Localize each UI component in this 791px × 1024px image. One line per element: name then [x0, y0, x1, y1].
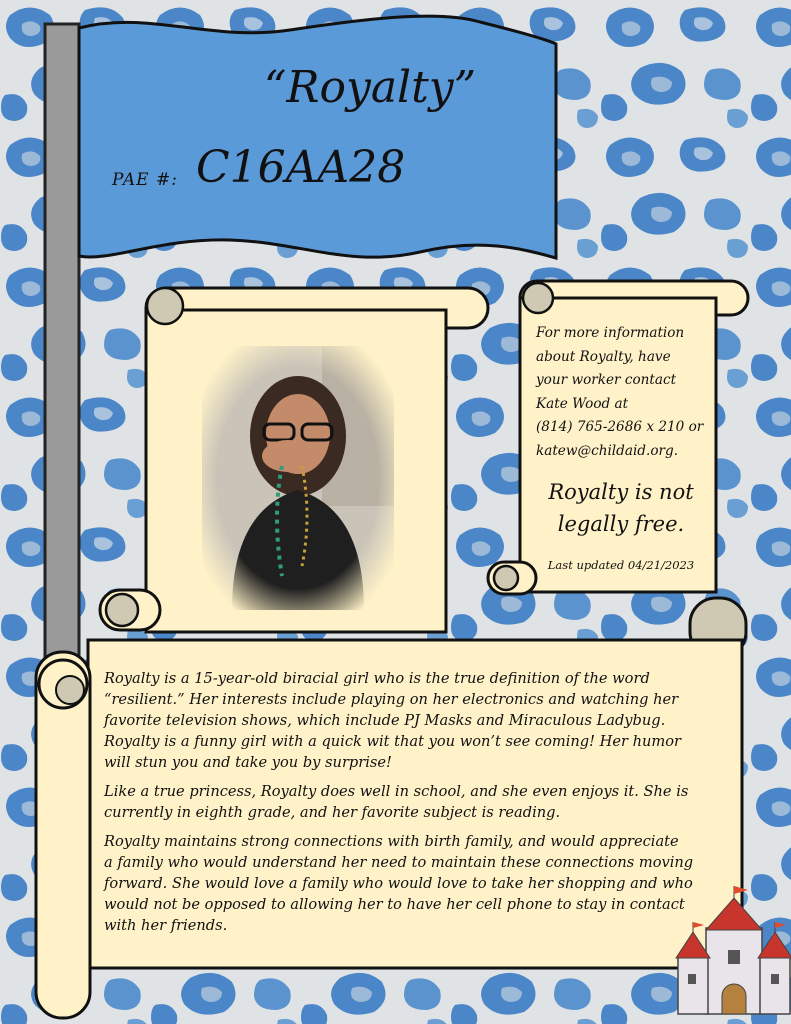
pae-number: C16AA28 [196, 142, 406, 193]
bio-line: will stun you and take you by surprise! [104, 754, 392, 771]
legal-status [527, 476, 715, 540]
legal-line: legally free. [557, 512, 685, 536]
bio-line: Royalty is a 15-year-old biracial girl who is the true definition of the word [104, 670, 650, 687]
bio-line: currently in eighth grade, and her favorite subject is reading. [104, 804, 561, 821]
contact-line: Kate Wood at [536, 395, 629, 412]
bio-paragraph-1 [104, 668, 724, 773]
bio-line: Royalty is a funny girl with a quick wit that you won’t see coming! Her humor [104, 733, 682, 750]
pae-label: PAE #: [112, 170, 178, 190]
contact-phone: (814) 765-2686 x 210 or [536, 419, 704, 435]
bio-paragraph-3 [104, 831, 724, 936]
bio-line: favorite television shows, which include PJ Masks and Miraculous Ladybug. [104, 712, 666, 729]
legal-line: Royalty is not [548, 480, 694, 504]
bio-text [104, 668, 724, 944]
contact-line: about Royalty, have [536, 348, 671, 365]
bio-line: forward. She would love a family who would love to take her shopping and who [104, 875, 693, 892]
bio-paragraph-2 [104, 781, 724, 823]
contact-line: For more information [536, 325, 685, 341]
bio-line: with her friends. [104, 917, 228, 934]
contact-info [536, 322, 714, 463]
child-portrait-photo [202, 346, 394, 610]
bio-line: would not be opposed to allowing her to have her cell phone to stay in contact [104, 896, 685, 913]
contact-email: katew@childaid.org. [536, 442, 679, 459]
last-updated: Last updated 04/21/2023 [547, 558, 695, 572]
bio-line: Like a true princess, Royalty does well in school, and she even enjoys it. She is [104, 783, 689, 800]
bio-line: a family who would understand her need to maintain these connections moving [104, 854, 694, 871]
bio-line: Royalty maintains strong connections with birth family, and would appreciate [104, 833, 679, 850]
bio-line: “resilient.” Her interests include playing on her electronics and watching her [104, 691, 679, 708]
contact-line: your worker contact [536, 372, 677, 388]
flag-title: “Royalty” [263, 62, 477, 113]
